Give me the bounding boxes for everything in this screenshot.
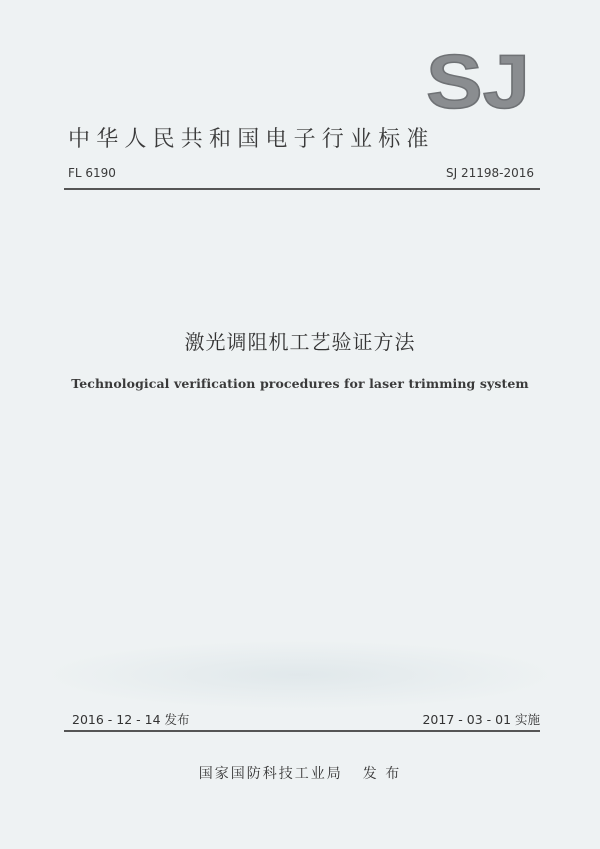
publish-label: 发 布 (362, 766, 402, 782)
classification-code: FL 6190 (68, 166, 116, 180)
code-row (68, 166, 538, 184)
bottom-divider (64, 730, 540, 732)
date-row (72, 710, 542, 728)
sj-logo-text: SJ (426, 46, 530, 116)
document-title-cn: 激光调阻机工艺验证方法 (184, 330, 416, 354)
background-smudge (40, 640, 560, 710)
document-title-en: Technological verification procedures for laser trimming system (71, 376, 529, 391)
issue-date: 2016 - 12 - 14 发布 (72, 712, 190, 727)
top-divider (64, 188, 540, 190)
sj-logo (424, 46, 532, 116)
standard-category-title: 中华人民共和国电子行业标准 (68, 127, 435, 152)
standard-number: SJ 21198-2016 (445, 166, 534, 180)
effective-date: 2017 - 03 - 01 实施 (422, 712, 540, 727)
publisher-row (0, 763, 600, 783)
publisher-name: 国家国防科技工业局 (198, 766, 343, 782)
